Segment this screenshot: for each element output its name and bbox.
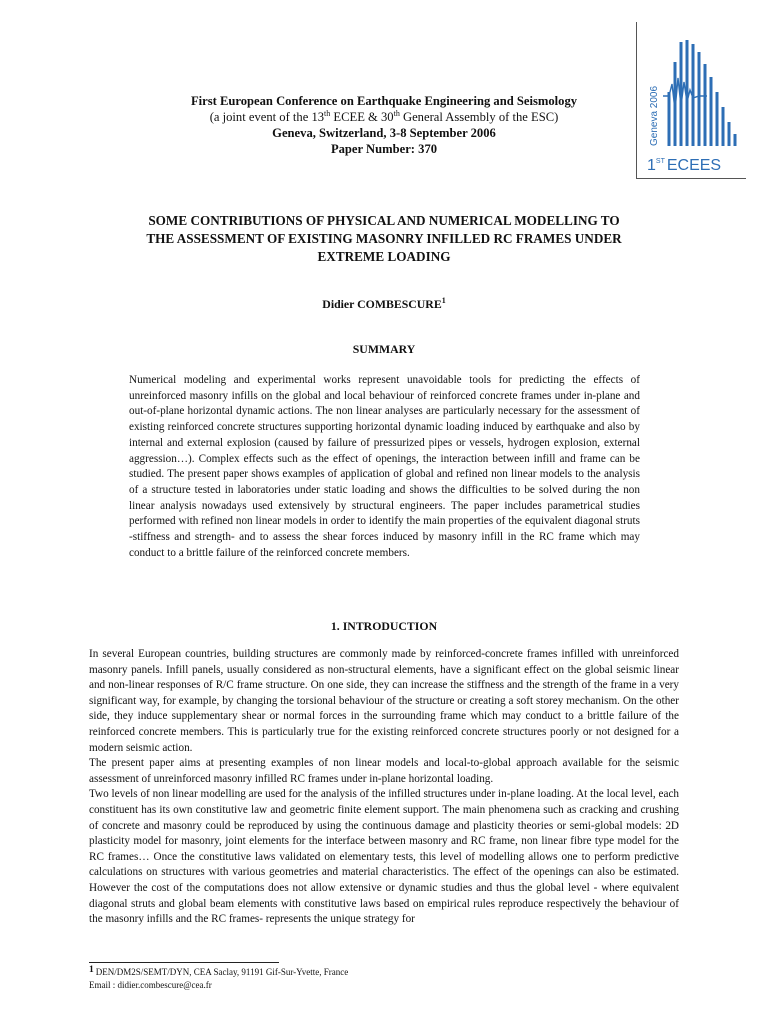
paragraph: Two levels of non linear modelling are used for the analysis of the infilled structures under in-plane loading. At the local level, each constituent has its own constitutive law and geometric finite element support. The main phenomena such as cracking and crushing of concrete and masonry could be reproduced by using the continuous damage and plasticity theories or semi-global models: 2D plasticity model for masonry, joint elements for the interface between masonry and RC frame, non linear fibre type model for the RC frames… Once the constitutive laws validated on elementary tests, this level of modelling allows one to perform predictive calculations on structures with various geometries and material characteristics. The effect of the openings can also be estimated. However the cost of the computations does not allow extensive or dynamic studies and thus the global level - where equivalent diagonal struts and global beam elements with constitutive laws based on empirical rules reproduce respectively the behaviour of the masonry infills and the RC frames- represents the unique strategy for: [89, 788, 679, 926]
title-line: EXTREME LOADING: [317, 249, 451, 264]
logo-label: ECEES: [666, 157, 722, 174]
footnote-rule: [89, 962, 279, 963]
superscript: th: [324, 109, 331, 118]
superscript: th: [393, 109, 400, 118]
title-line: THE ASSESSMENT OF EXISTING MASONRY INFILLED RC FRAMES UNDER: [146, 231, 622, 246]
subtitle-part: ECEE & 30: [330, 110, 394, 124]
author-name: Didier COMBESCURE: [322, 297, 442, 311]
footnote-mark: 1: [89, 965, 94, 975]
summary-text: Numerical modeling and experimental works represent unavoidable tools for predicting the effects of unreinforced masonry infills on the global and local behaviour of reinforced concrete frames under in-plane and out-of-plane horizontal dynamic actions. The non linear analyses are particularly necessary for the assessment of existing reinforced concrete structures supporting horizontal dynamic loading induced by earthquake and also by internal and external explosion (caused by failure of pressurized pipes or vessels, hydrogen explosion, external aggression…). Complex effects such as the effect of openings, the interaction between infill and frame can be studied. The present paper shows examples of application of global and refined non linear models to the analysis of a structure tested in laboratories under static loading and shows the difficulties to be solved during the non linear analysis nowadays used extensively by structural engineers. The paper includes parametrical studies performed with refined non linear models in order to identify the main properties of the equivalent diagonal struts -stiffness and strength- and to assess the shear forces induced by masonry infill in the RC frame which may conduct to a brittle failure of the reinforced concrete members.: [129, 374, 640, 559]
conference-subtitle: [140, 109, 628, 125]
affiliation-text: DEN/DM2S/SEMT/DYN, CEA Saclay, 91191 Gif-Sur-Yvette, France: [95, 967, 349, 977]
ecees-logo: [636, 22, 746, 179]
conference-location: Geneva, Switzerland, 3-8 September 2006: [272, 126, 496, 140]
title-line: SOME CONTRIBUTIONS OF PHYSICAL AND NUMERICAL MODELLING TO: [148, 213, 620, 228]
logo-number: 1: [647, 157, 656, 174]
paper-number: Paper Number: 370: [330, 142, 438, 156]
svg-text:1STECEES: [647, 157, 721, 174]
introduction-heading: 1. INTRODUCTION: [330, 619, 438, 633]
summary-heading: SUMMARY: [352, 342, 416, 356]
ecees-logo-graphic: [637, 22, 746, 178]
conference-header: [140, 93, 628, 157]
introduction-body: [89, 647, 679, 928]
footnote: [89, 966, 348, 992]
conference-name: First European Conference on Earthquake Engineering and Seismology: [190, 94, 578, 108]
author: [0, 297, 768, 312]
footnote-email: Email : didier.combescure@cea.fr: [89, 980, 212, 990]
paragraph: The present paper aims at presenting examples of non linear models and local-to-global approach available for the seismic assessment of unreinforced masonry infilled RC frames under in-plane horizontal loading.: [89, 757, 679, 785]
subtitle-part: General Assembly of the ESC): [399, 110, 559, 124]
logo-number-sup: ST: [655, 158, 665, 165]
subtitle-part: (a joint event of the 13: [209, 110, 325, 124]
footnote-affiliation: [89, 966, 348, 979]
paper-title: [96, 212, 672, 266]
author-footnote-mark: 1: [441, 296, 446, 305]
logo-vertical-text: Geneva 2006: [649, 85, 660, 146]
paragraph: In several European countries, building structures are commonly made by reinforced-concrete frames infilled with unreinforced masonry panels. Infill panels, usually considered as non-structural elements, have a significant effect on the global seismic linear and non-linear responses of R/C frame structure. On one side, they can increase the stiffness and the strength of the frame in a very significant way, for example, by changing the torsional behaviour of the structure or creating a soft storey mechanism. On the other side, they induce supplementary shear or normal forces in the surrounding frame which may conduct to a brittle failure of the reinforced concrete members. This is particularly true for the existing reinforced concrete structures poorly or not designed for a modern seismic action.: [89, 648, 679, 754]
